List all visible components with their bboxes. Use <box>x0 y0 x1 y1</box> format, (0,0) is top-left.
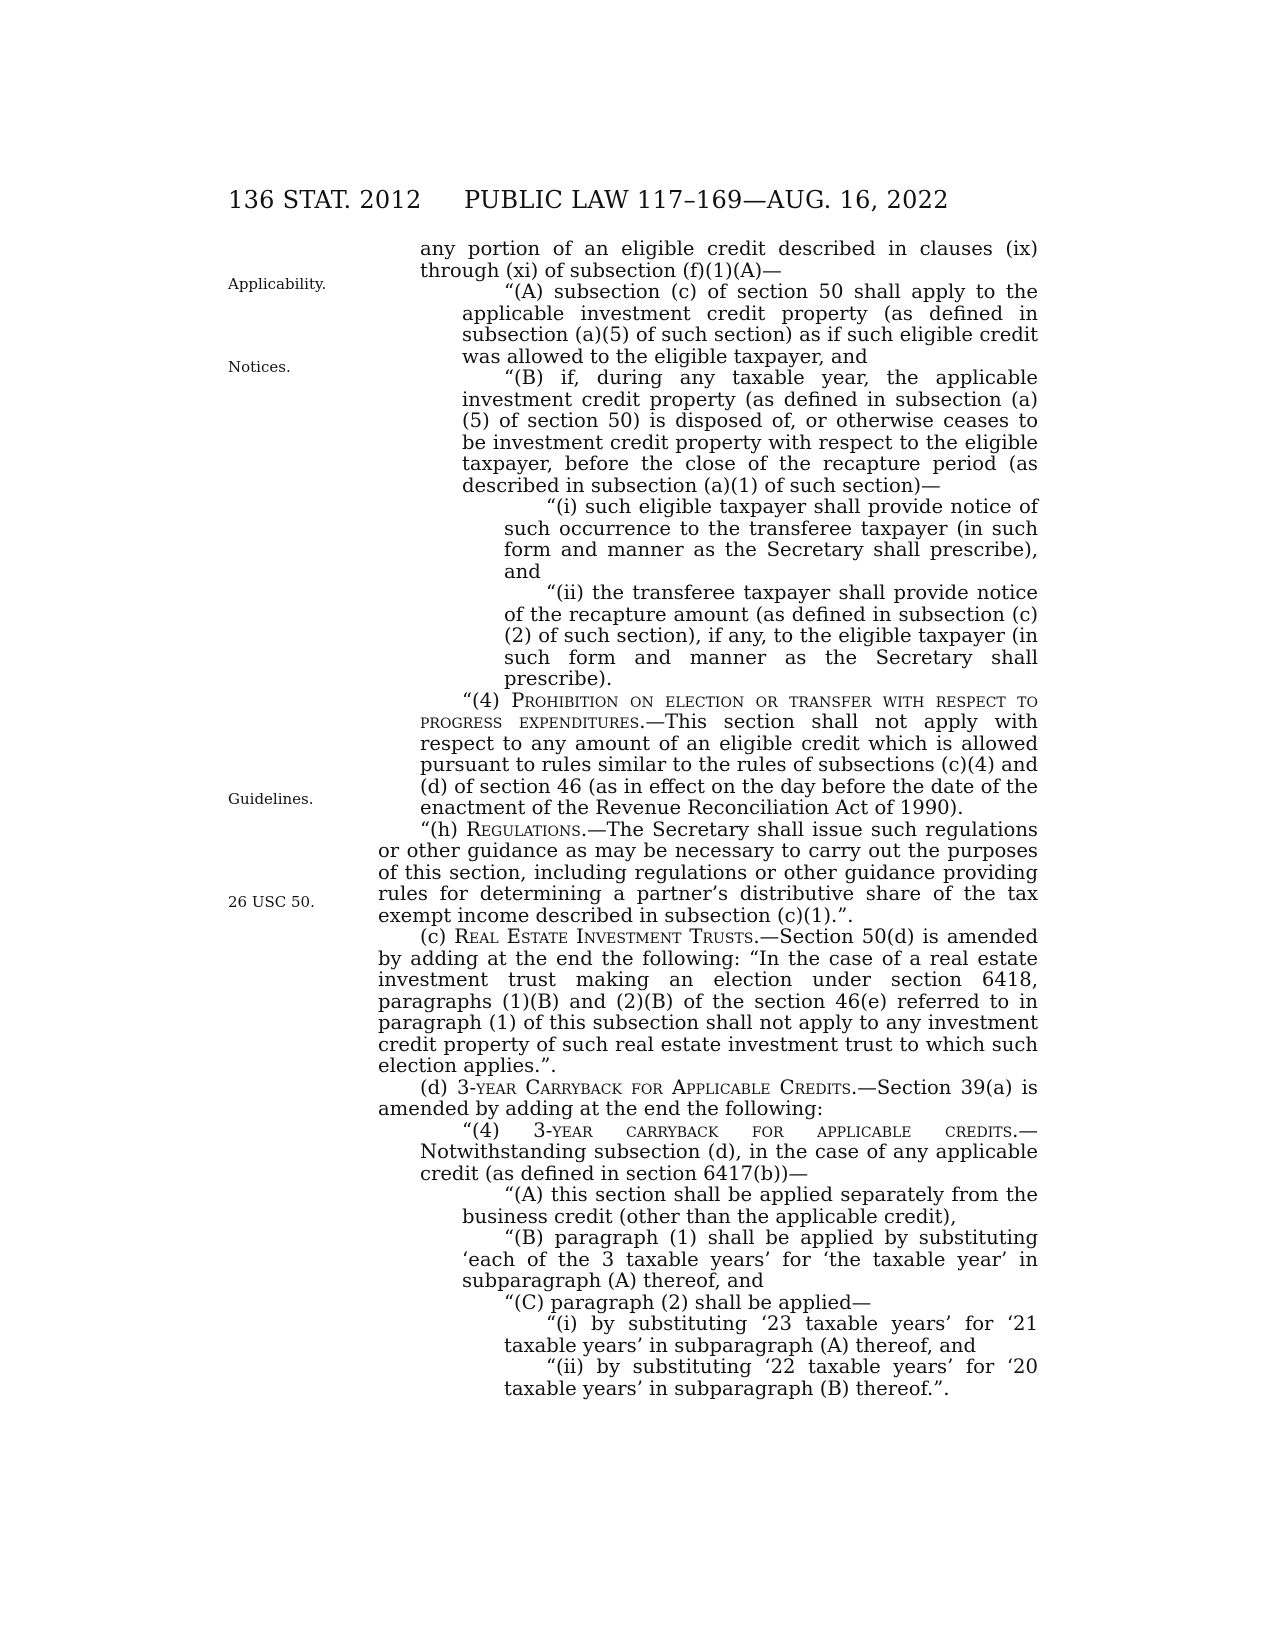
paragraph: “(A) this section shall be applied separately from the business credit (other than the applicable credit), <box>462 1183 1038 1228</box>
margin-note-guidelines: Guidelines. <box>228 790 314 808</box>
margin-note-applicability: Applicability. <box>228 275 327 293</box>
paragraph: “(B) paragraph (1) shall be applied by substituting ‘each of the 3 taxable years’ for ‘the taxable year’ in subparagraph (A) thereof, and <box>462 1226 1038 1292</box>
paragraph <box>378 819 1038 927</box>
paragraph: “(A) subsection (c) of section 50 shall apply to the applicable investment credit property (as defined in subsection (a)(5) of such section) as if such eligible credit was allowed to the eligible taxpayer, and <box>462 280 1038 368</box>
paragraph-heading: Regulations. <box>466 817 588 841</box>
paragraph: any portion of an eligible credit described in clauses (ix) through (xi) of subsection (f)(1)(A)— <box>420 237 1038 282</box>
paragraph-text: —Section 50(d) is amended by adding at the end the following: “In the case of a real estate investment trust making an election under section 6418, paragraphs (1)(B) and (2)(B) of the section 46(e) referred to in paragraph (1) of this subsection shall not apply to any investment credit property of such real estate investment trust to which such election applies.”. <box>378 925 1038 1077</box>
page-reference: 136 STAT. 2012 <box>228 186 422 214</box>
paragraph <box>378 1077 1038 1120</box>
paragraph <box>378 926 1038 1077</box>
paragraph: “(ii) by substituting ‘22 taxable years’ for ‘20 taxable years’ in subparagraph (B) thereof.”. <box>504 1355 1038 1400</box>
paragraph-text: —Notwithstanding subsection (d), in the case of any applicable credit (as defined in section 6417(b))— <box>420 1118 1038 1185</box>
paragraph: “(ii) the transferee taxpayer shall provide notice of the recapture amount (as defined in subsection (c)(2) of such section), if any, to the eligible taxpayer (in such form and manner as the Secretary shall prescribe). <box>504 581 1038 690</box>
paragraph-lead: “(h) <box>420 817 467 841</box>
paragraph-lead: (d) <box>420 1075 457 1099</box>
margin-note-notices: Notices. <box>228 358 291 376</box>
paragraph <box>378 1120 1038 1185</box>
paragraph-heading: 3-year carryback for applicable credits. <box>533 1118 1019 1142</box>
paragraph-text: —Section 39(a) is amended by adding at the end the following: <box>378 1075 1038 1120</box>
paragraph-text: —The Secretary shall issue such regulations or other guidance as may be necessary to carry out the purposes of this section, including regulations or other guidance providing rules for determining a partner’s distributive share of the tax exempt income described in subsection (c)(1).”. <box>378 817 1038 927</box>
paragraph-heading: 3-year Carryback for Applicable Credits. <box>457 1075 858 1099</box>
margin-note-usc: 26 USC 50. <box>228 893 315 911</box>
page-title: PUBLIC LAW 117–169—AUG. 16, 2022 <box>464 186 949 214</box>
paragraph: “(C) paragraph (2) shall be applied— <box>504 1290 872 1314</box>
paragraph <box>378 690 1038 819</box>
paragraph-text: —This section shall not apply with respect to any amount of an eligible credit which is allowed pursuant to rules similar to the rules of subsections (c)(4) and (d) of section 46 (as in effect on the day before the date of the enactment of the Revenue Reconciliation Act of 1990). <box>420 710 1038 819</box>
paragraph: “(i) such eligible taxpayer shall provide notice of such occurrence to the transferee taxpayer (in such form and manner as the Secretary shall prescribe), and <box>504 495 1038 583</box>
body-text <box>378 238 1038 1399</box>
paragraph: “(B) if, during any taxable year, the applicable investment credit property (as defined in subsection (a)(5) of section 50) is disposed of, or otherwise ceases to be investment credit property with respect to the eligible taxpayer, before the close of the recapture period (as described in subsection (a)(1) of such section)— <box>462 366 1038 497</box>
paragraph-lead: “(4) <box>462 1118 534 1142</box>
paragraph-heading: Prohibition on election or transfer with respect to progress expenditures. <box>420 688 1038 733</box>
paragraph-lead: “(4) <box>462 688 512 712</box>
paragraph-heading: Real Estate Investment Trusts. <box>454 925 760 948</box>
paragraph: “(i) by substituting ‘23 taxable years’ for ‘21 taxable years’ in subparagraph (A) thereof, and <box>504 1312 1038 1357</box>
paragraph-lead: (c) <box>420 925 455 948</box>
